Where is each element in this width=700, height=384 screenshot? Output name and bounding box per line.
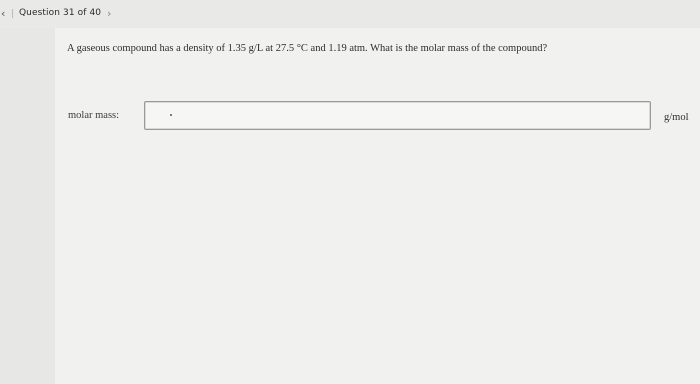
chevron-left-icon[interactable]: ‹: [1, 7, 6, 20]
unit-label: g/mol: [664, 112, 689, 123]
question-text: A gaseous compound has a density of 1.35 g/L at 27.5 °C and 1.19 atm. What is the molar mass of the compound?: [67, 43, 548, 54]
question-navigation-bar: [0, 0, 700, 28]
question-panel: [55, 28, 700, 384]
chevron-right-icon[interactable]: ›: [107, 7, 112, 20]
question-counter: Question 31 of 40: [19, 8, 102, 18]
answer-label: molar mass:: [68, 110, 120, 121]
divider: [12, 9, 13, 18]
molar-mass-input[interactable]: [144, 101, 651, 130]
left-margin: [0, 28, 55, 384]
text-cursor: [170, 114, 172, 116]
